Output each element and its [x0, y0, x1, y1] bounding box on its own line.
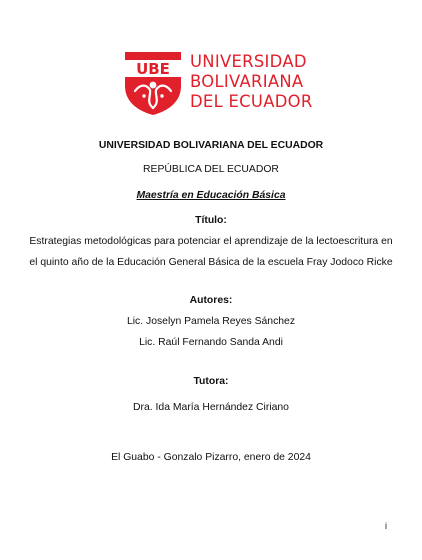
thesis-title-line-1: Estrategias metodológicas para potenciar el aprendizaje de la lectoescritura en: [29, 236, 393, 247]
authors-heading: Autores:: [189, 295, 233, 306]
thesis-title-line-2: el quinto año de la Educación General Básica de la escuela Fray Jodoco Ricke: [29, 257, 393, 268]
logo-line-1: UNIVERSIDAD: [190, 52, 307, 71]
logo-wordmark: [190, 52, 322, 112]
university-logo: [122, 50, 322, 120]
page-number: i: [385, 521, 387, 531]
logo-badge-text: UBE: [136, 60, 170, 78]
place-and-date: El Guabo - Gonzalo Pizarro, enero de 2024: [111, 452, 311, 463]
logo-line-3: DEL ECUADOR: [190, 92, 313, 111]
logo-line-2: BOLIVARIANA: [190, 72, 304, 91]
author-name: Lic. Joselyn Pamela Reyes Sánchez: [126, 316, 296, 327]
author-name: Lic. Raúl Fernando Sanda Andi: [139, 337, 283, 348]
university-name: UNIVERSIDAD BOLIVARIANA DEL ECUADOR: [98, 140, 324, 151]
tutor-heading: Tutora:: [193, 376, 229, 387]
title-heading: Título:: [195, 215, 227, 226]
country-name: REPÚBLICA DEL ECUADOR: [143, 164, 279, 175]
program-name: Maestría en Educación Básica: [136, 190, 286, 201]
tutor-name: Dra. Ida María Hernández Ciriano: [133, 402, 289, 413]
ube-shield-icon: [122, 50, 184, 116]
